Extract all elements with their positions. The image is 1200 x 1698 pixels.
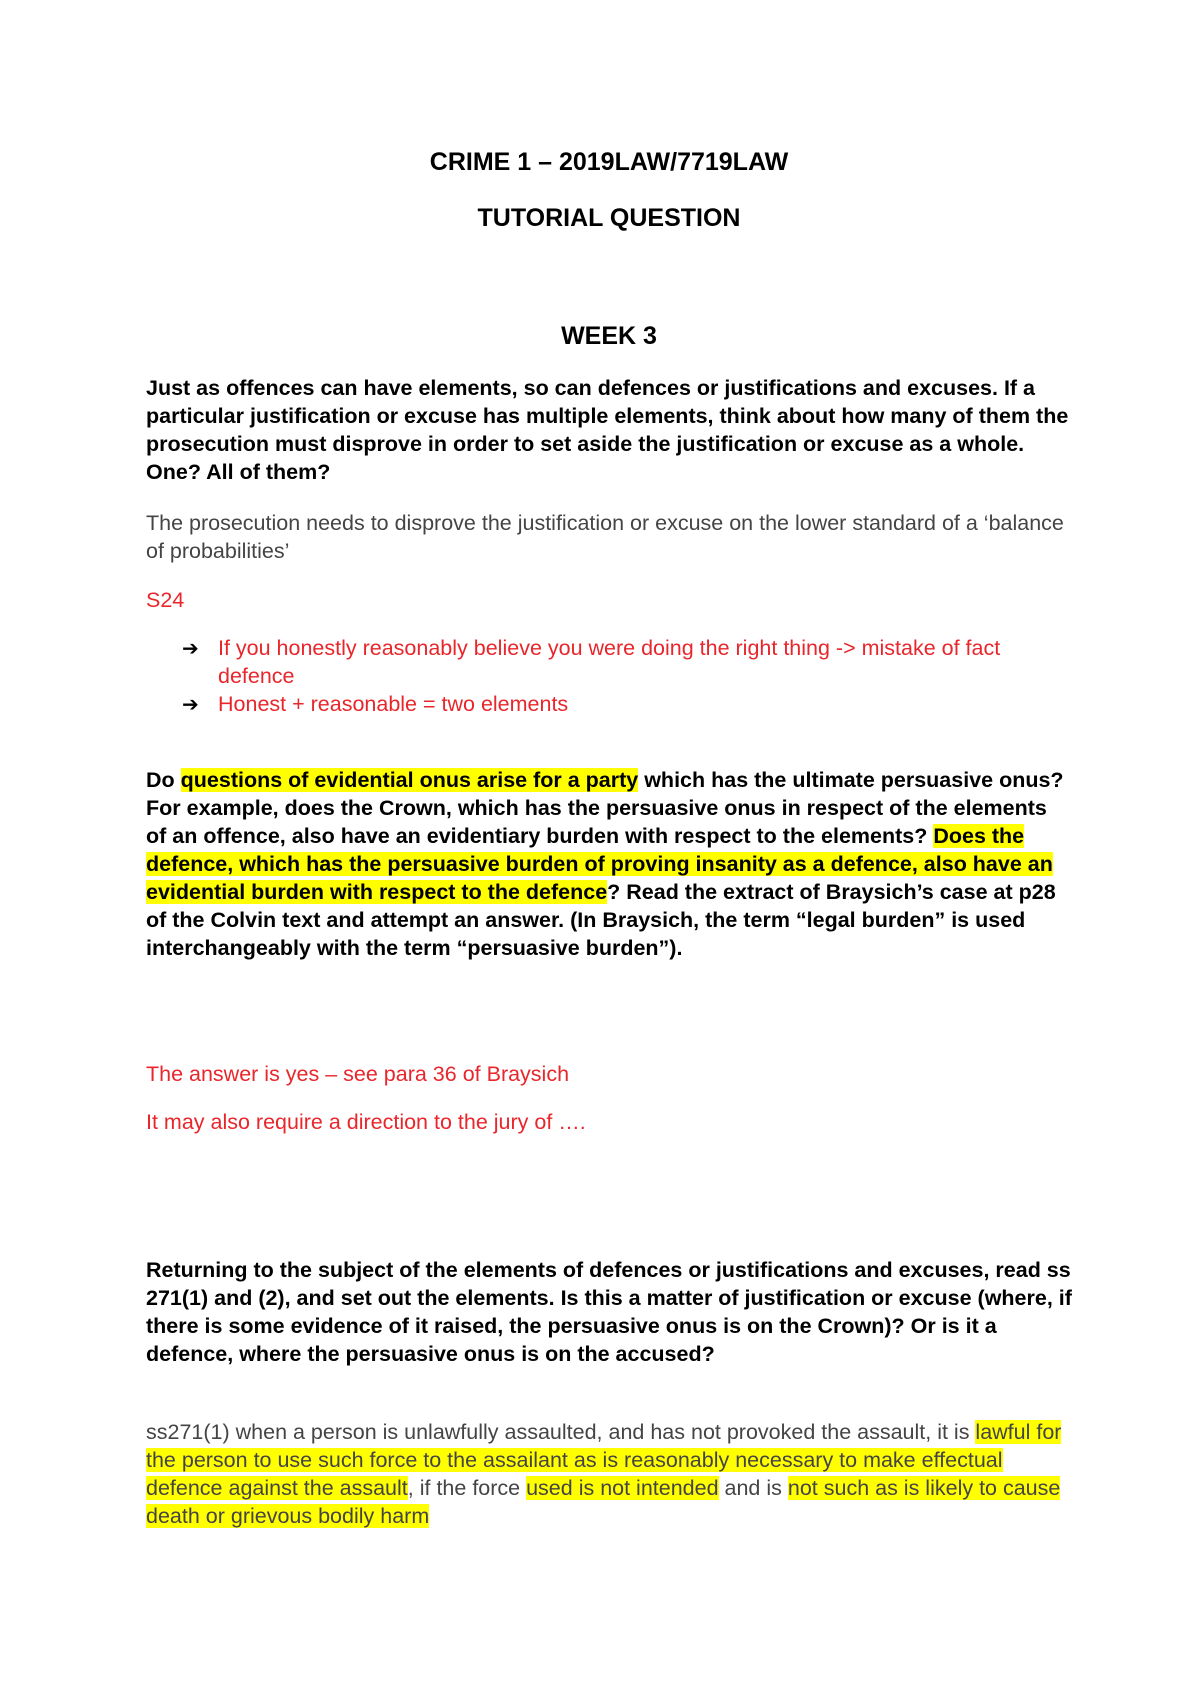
arrow-right-icon: ➔ [182,692,199,716]
week-heading: WEEK 3 [561,322,657,350]
question-3: Returning to the subject of the elements of defences or justifications and excuses, read ss 271(1) and (2), and set out the elements. Is this a matter of justification or excuse (where, if there is some evidence of it raised, the persuasive onus is on the Crown)? Or is it a defence, where the persuasive onus is on the accused? [146,1258,1072,1366]
question-2 [146,766,1072,962]
answer-3-text: ss271(1) when a person is unlawfully assaulted, and has not provoked the assault, it is [146,1420,976,1444]
highlighted-text: used is not intended [526,1476,719,1500]
answer-1: The prosecution needs to disprove the justification or excuse on the lower standard of a ‘balance of probabilities’ [146,511,1064,563]
question-2-text: ? Read the extract of Braysich’s case at p28 of the Colvin text and attempt an answer. (In Braysich, the term “legal burden” is used interchangeably with the term “persuasive burden”). [146,880,1056,960]
answer-3-text: and is [718,1476,788,1500]
answer-2a: The answer is yes – see para 36 of Braysich [146,1062,570,1086]
answer-3-text: , if the force [407,1476,527,1500]
question-1: Just as offences can have elements, so can defences or justifications and excuses. If a particular justification or excuse has multiple elements, think about how many of them the prosecution must disprove in order to set aside the justification or excuse as a whole. One? All of them? [146,376,1069,484]
highlighted-text: questions of evidential onus arise for a party [180,768,639,792]
highlighted-text: Does the defence, which has the persuasive burden of proving insanity as a defence, also have an evidential burden with respect to the defence [146,824,1053,904]
bullet-item [182,634,1072,690]
highlighted-text: lawful for the person to use such force to the assailant as is reasonably necessary to make effectual defence against the assault [146,1420,1062,1500]
answer-2b: It may also require a direction to the jury of …. [146,1110,586,1134]
question-2-text: Do [146,768,181,792]
answer-3 [146,1418,1072,1530]
course-title: CRIME 1 – 2019LAW/7719LAW [429,148,789,176]
question-2-text: which has the ultimate persuasive onus? For example, does the Crown, which has the persuasive onus in respect of the elements of an offence, also have an evidentiary burden with respect to the elements? [146,768,1064,848]
highlighted-text: not such as is likely to cause death or grievous bodily harm [146,1476,1061,1528]
bullet-text: If you honestly reasonably believe you were doing the right thing -> mistake of fact defence [218,636,1001,688]
section-label: S24 [146,588,185,612]
bullet-text: Honest + reasonable = two elements [218,692,569,716]
bullet-item [182,690,1072,718]
page-subtitle: TUTORIAL QUESTION [477,204,741,232]
arrow-right-icon: ➔ [182,636,199,660]
